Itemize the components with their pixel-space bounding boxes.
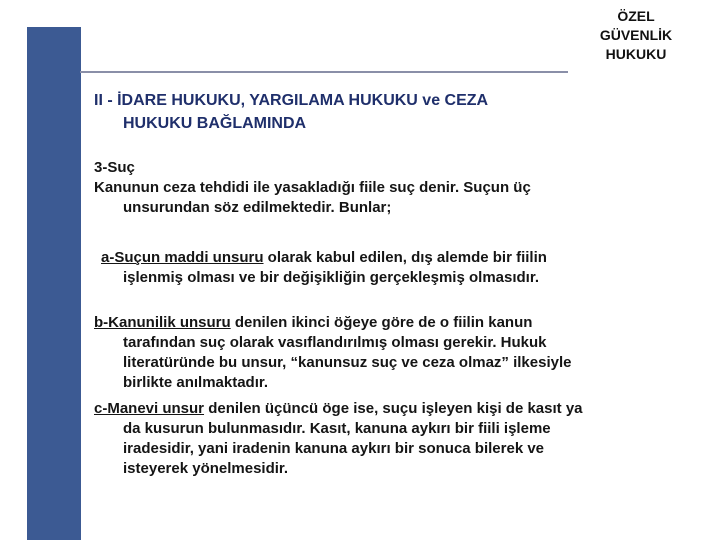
item-b-text-2: tarafından suç olarak vasıflandırılmış olması gerekir. Hukuk bbox=[123, 334, 547, 351]
header-divider bbox=[80, 71, 568, 73]
item-b-text-4: birlikte anılmaktadır. bbox=[123, 374, 269, 391]
item-b-text-1: denilen ikinci öğeye göre de o fiilin kanun bbox=[230, 314, 533, 331]
section-intro-line-2: unsurundan söz edilmektedir. Bunlar; bbox=[123, 199, 392, 216]
section-suc bbox=[94, 158, 719, 218]
item-b-line-1 bbox=[94, 313, 719, 333]
header-line-1: ÖZEL bbox=[617, 8, 655, 24]
item-c-text-4: isteyerek yönelmesidir. bbox=[123, 460, 289, 477]
item-c-line-1 bbox=[94, 399, 719, 419]
section-title: 3-Suç bbox=[94, 159, 135, 176]
item-b-term: b-Kanunilik unsuru bbox=[94, 314, 231, 331]
header-line-2: GÜVENLİK bbox=[599, 27, 673, 43]
header-line-3: HUKUKU bbox=[605, 46, 667, 62]
item-b-paragraph bbox=[94, 313, 719, 393]
item-b-text-3: literatüründe bu unsur, “kanunsuz suç ve ceza olmaz” ilkesiyle bbox=[123, 354, 572, 371]
item-c-term: c-Manevi unsur bbox=[94, 400, 205, 417]
slide-header-title bbox=[586, 7, 686, 64]
item-c-text-2: da kusurun bulunmasıdır. Kasıt, kanuna aykırı bir fiili işleme bbox=[123, 420, 551, 437]
heading-line-2: HUKUKU BAĞLAMINDA bbox=[123, 115, 307, 132]
item-a-line-1 bbox=[101, 248, 720, 268]
item-c-text-3: iradesidir, yani iradenin kanuna aykırı bir sonuca bilerek ve bbox=[123, 440, 545, 457]
section-intro-line-1: Kanunun ceza tehdidi ile yasakladığı fiile suç denir. Suçun üç bbox=[94, 179, 531, 196]
decorative-side-bar bbox=[27, 27, 81, 540]
item-a-term: a-Suçun maddi unsuru bbox=[101, 249, 264, 266]
slide-heading bbox=[94, 89, 654, 135]
item-a-text-1: olarak kabul edilen, dış alemde bir fiilin bbox=[263, 249, 547, 266]
heading-line-1: II - İDARE HUKUKU, YARGILAMA HUKUKU ve CEZA bbox=[94, 92, 489, 109]
item-c-text-1: denilen üçüncü öge ise, suçu işleyen kişi de kasıt ya bbox=[204, 400, 583, 417]
item-a-text-2: işlenmiş olması ve bir değişikliğin gerçekleşmiş olmasıdır. bbox=[123, 269, 540, 286]
item-a-paragraph bbox=[101, 248, 720, 288]
item-c-paragraph bbox=[94, 399, 719, 479]
